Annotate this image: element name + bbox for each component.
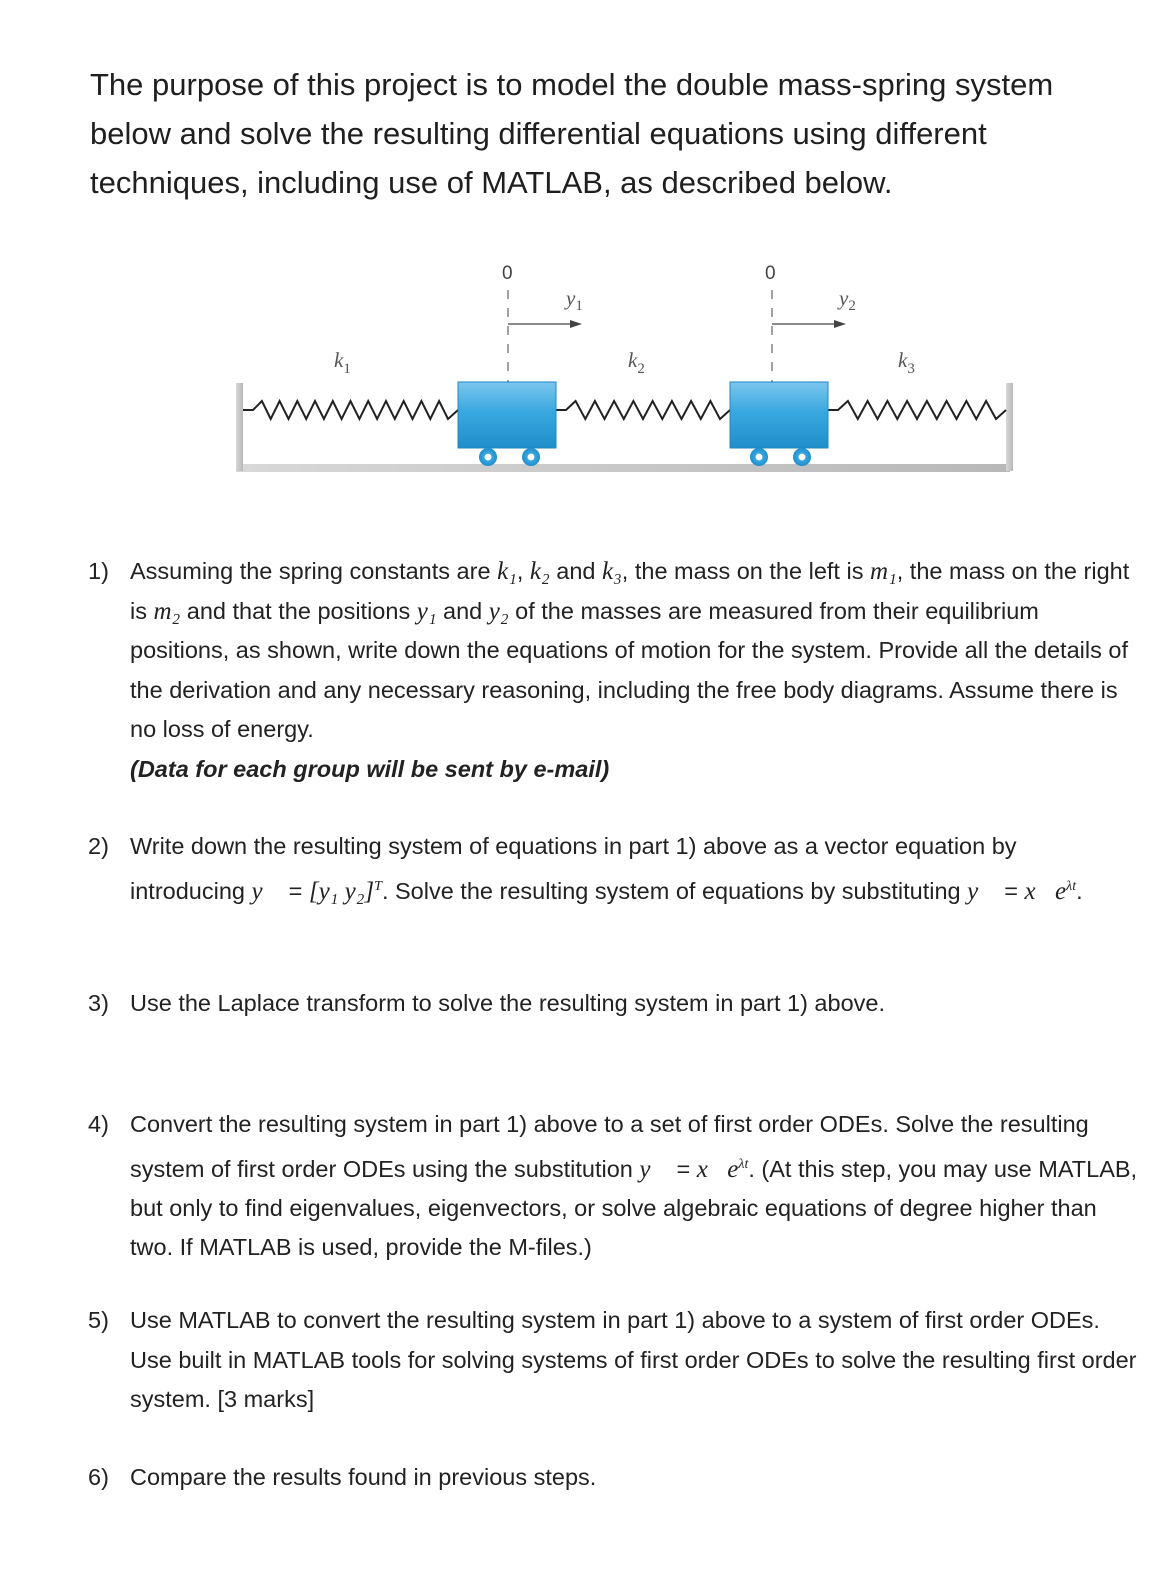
- text: and: [436, 597, 489, 624]
- math-exponent: λt: [738, 1156, 749, 1172]
- text: =: [997, 877, 1025, 904]
- math-vector: [y₁ y₂]: [308, 877, 375, 905]
- right-wall: [1006, 383, 1013, 471]
- item-number: 5): [88, 1307, 109, 1333]
- y1-label: $y_1$: [566, 286, 583, 314]
- math-k1: k₁: [497, 558, 517, 585]
- mass-1: [458, 382, 556, 448]
- math-k3: k₃: [602, 558, 622, 585]
- question-2: [88, 827, 1138, 911]
- spring-k1: [243, 401, 458, 419]
- wheel: [479, 448, 497, 466]
- question-5: [88, 1301, 1138, 1420]
- text: . (At this step, you may use MATLAB, but only to find eigenvalues, eigenvectors, or solve algebraic equations of degree higher than two. If MATLAB is used, provide the M-files.): [130, 1155, 1138, 1261]
- mass-spring-diagram: [230, 255, 1020, 485]
- math-x-vector: x⃗: [1024, 877, 1056, 905]
- text: Assuming the spring constants are: [130, 558, 498, 584]
- text: =: [669, 1155, 697, 1182]
- y2-label: $y_2$: [839, 286, 856, 314]
- text: Write down the resulting system of equations in part 1) above as a vector equation by introducing: [130, 833, 1017, 904]
- math-y-vector: y⃗: [967, 877, 998, 905]
- left-wall: [236, 383, 243, 471]
- text: .: [1076, 877, 1083, 904]
- math-e: e: [727, 1155, 739, 1183]
- math-x-vector: x⃗: [696, 1155, 728, 1183]
- spring-k2: [556, 401, 730, 419]
- mass-2: [730, 382, 828, 448]
- origin-label-left: 0: [502, 263, 513, 284]
- text: and that the positions: [180, 597, 417, 624]
- k1-label: $k_1$: [334, 348, 351, 377]
- text: , the mass on the left is: [621, 558, 870, 584]
- item-number: 1): [88, 558, 109, 584]
- k3-label: $k_3$: [898, 348, 915, 377]
- data-note: (Data for each group will be sent by e-mail): [130, 755, 610, 782]
- math-e: e: [1055, 877, 1067, 905]
- question-6: [88, 1458, 1138, 1498]
- y1-arrowhead: [570, 320, 582, 328]
- text: of the masses are measured from their equilibrium positions, as shown, write down the equations of motion for the system. Provide all the details of the derivation and any necessary reasoning, including the free body diagrams. Assume there is no loss of energy.: [130, 597, 1128, 742]
- item-text: Use MATLAB to convert the resulting system in part 1) above to a system of first order ODEs. Use built in MATLAB tools for solving systems of first order ODEs to solve the resulting first order system. [3 marks]: [130, 1307, 1137, 1412]
- math-m2: m₂: [153, 597, 181, 625]
- math-transpose: T: [374, 878, 382, 894]
- item-number: 2): [88, 833, 109, 859]
- floor: [236, 464, 1010, 472]
- math-y2: y₂: [488, 597, 509, 625]
- math-k2: k₂: [529, 558, 550, 585]
- math-y-vector: y⃗: [251, 877, 283, 905]
- wheel: [522, 448, 540, 466]
- spring-k3: [828, 401, 1006, 419]
- y2-arrowhead: [834, 320, 846, 328]
- math-y1: y₁: [416, 597, 437, 625]
- text: ,: [516, 558, 530, 584]
- item-number: 4): [88, 1111, 109, 1137]
- math-exponent: λt: [1066, 878, 1077, 894]
- question-3: [88, 984, 1138, 1024]
- item-text: Compare the results found in previous steps.: [130, 1464, 597, 1490]
- text: Convert the resulting system in part 1) above to a set of first order ODEs. Solve the resulting system of first order ODEs using the substitution: [130, 1111, 1089, 1182]
- wheel: [793, 448, 811, 466]
- item-number: 6): [88, 1464, 109, 1490]
- text: . Solve the resulting system of equations by substituting: [381, 877, 968, 904]
- question-1: [88, 552, 1138, 789]
- question-4: [88, 1105, 1138, 1268]
- math-y-vector: y⃗: [639, 1155, 670, 1183]
- item-text: Use the Laplace transform to solve the resulting system in part 1) above.: [130, 990, 885, 1016]
- intro-paragraph: The purpose of this project is to model the double mass-spring system below and solve the resulting differential equations using different techniques, including use of MATLAB, as described below.: [90, 67, 1054, 200]
- origin-label-right: 0: [765, 263, 776, 284]
- wheel: [750, 448, 768, 466]
- text: , the mass on the right is: [130, 558, 1130, 624]
- item-number: 3): [88, 990, 109, 1016]
- k2-label: $k_2$: [628, 348, 645, 377]
- text: and: [549, 558, 602, 584]
- math-m1: m₁: [869, 558, 897, 585]
- text: =: [282, 877, 309, 904]
